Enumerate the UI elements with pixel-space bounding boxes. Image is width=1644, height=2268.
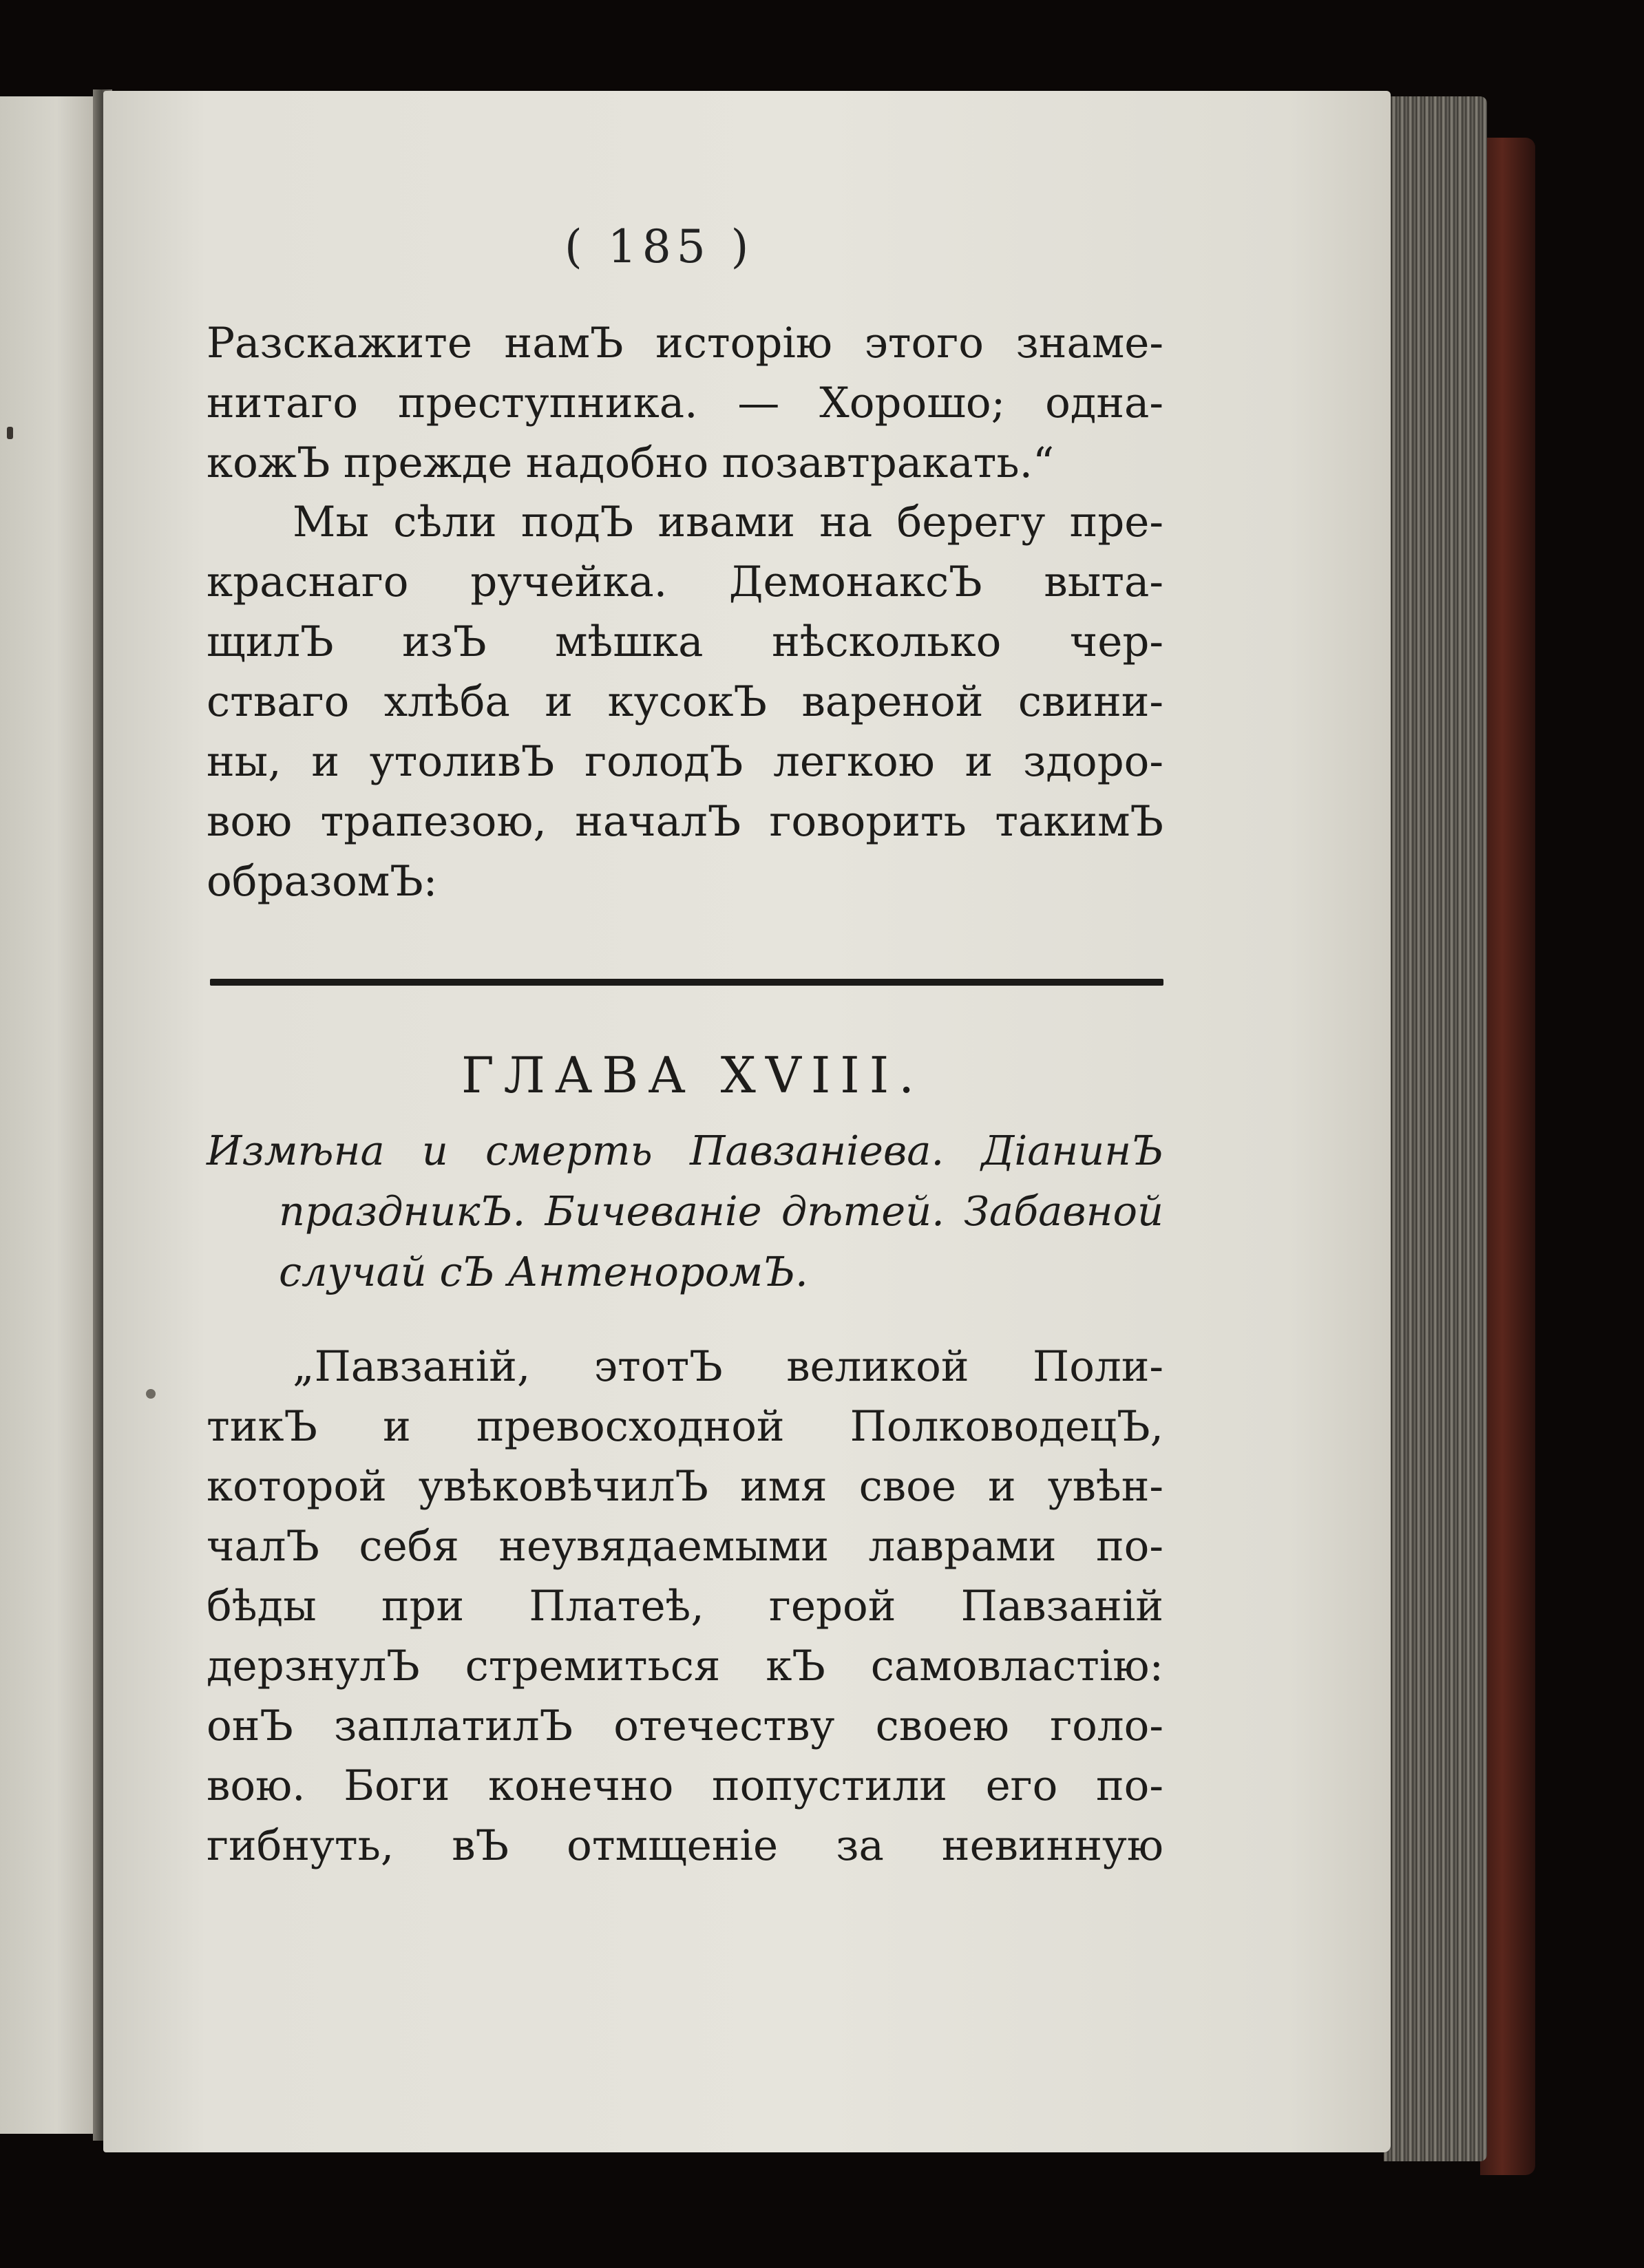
chapter-heading: ГЛАВА XVIII. xyxy=(461,1046,925,1104)
paragraph-line: Мы сѣли подЪ ивами на берегу пре- xyxy=(293,498,1163,547)
page-edges xyxy=(1384,96,1487,2161)
chapter-summary-line: Измѣна и смерть Павзаніева. ДіанинЪ xyxy=(207,1127,1163,1174)
body-line: которой увѣковѣчилЪ имя свое и увѣн- xyxy=(207,1462,1163,1511)
body-line: „Павзаній, этотЪ великой Поли- xyxy=(293,1342,1163,1391)
paragraph-line: стваго хлѣба и кусокЪ вареной свини- xyxy=(207,677,1163,726)
body-line: бѣды при Платеѣ, герой Павзаній xyxy=(207,1582,1163,1631)
body-line: тикЪ и превосходной ПолководецЪ, xyxy=(207,1402,1163,1451)
paragraph-line: образомЪ: xyxy=(207,857,438,906)
book-cover-edge xyxy=(1480,138,1535,2175)
paragraph-line: щилЪ изЪ мѣшка нѣсколько чер- xyxy=(207,617,1163,666)
chapter-summary-line: праздникЪ. Бичеваніе дѣтей. Забавной xyxy=(279,1187,1163,1235)
body-line: дерзнулЪ стремиться кЪ самовластію: xyxy=(207,1642,1163,1691)
section-divider xyxy=(210,979,1163,986)
body-line: вою. Боги конечно попустили его по- xyxy=(207,1761,1163,1810)
paragraph-line: краснаго ручейка. ДемонаксЪ выта- xyxy=(207,558,1163,606)
intro-line: Разскажите намЪ исторію этого знаме- xyxy=(207,319,1163,368)
left-page xyxy=(0,96,103,2134)
body-line: чалЪ себя неувядаемыми лаврами по- xyxy=(207,1522,1163,1571)
body-line: гибнуть, вЪ отмщеніе за невинную xyxy=(207,1821,1163,1870)
paragraph-line: ны, и утоливЪ голодЪ легкою и здоро- xyxy=(207,737,1163,786)
body-line: онЪ заплатилЪ отечеству своею голо- xyxy=(207,1702,1163,1750)
page-blemish xyxy=(146,1389,156,1399)
left-page-mark xyxy=(7,427,13,439)
chapter-summary-line: случай сЪ АнтеноромЪ. xyxy=(279,1248,808,1295)
intro-line: кожЪ прежде надобно позавтракать.“ xyxy=(207,438,1055,487)
page-number: ( 185 ) xyxy=(565,220,755,273)
intro-line: нитаго преступника. — Хорошо; одна- xyxy=(207,379,1163,427)
paragraph-line: вою трапезою, началЪ говорить такимЪ xyxy=(207,797,1163,846)
